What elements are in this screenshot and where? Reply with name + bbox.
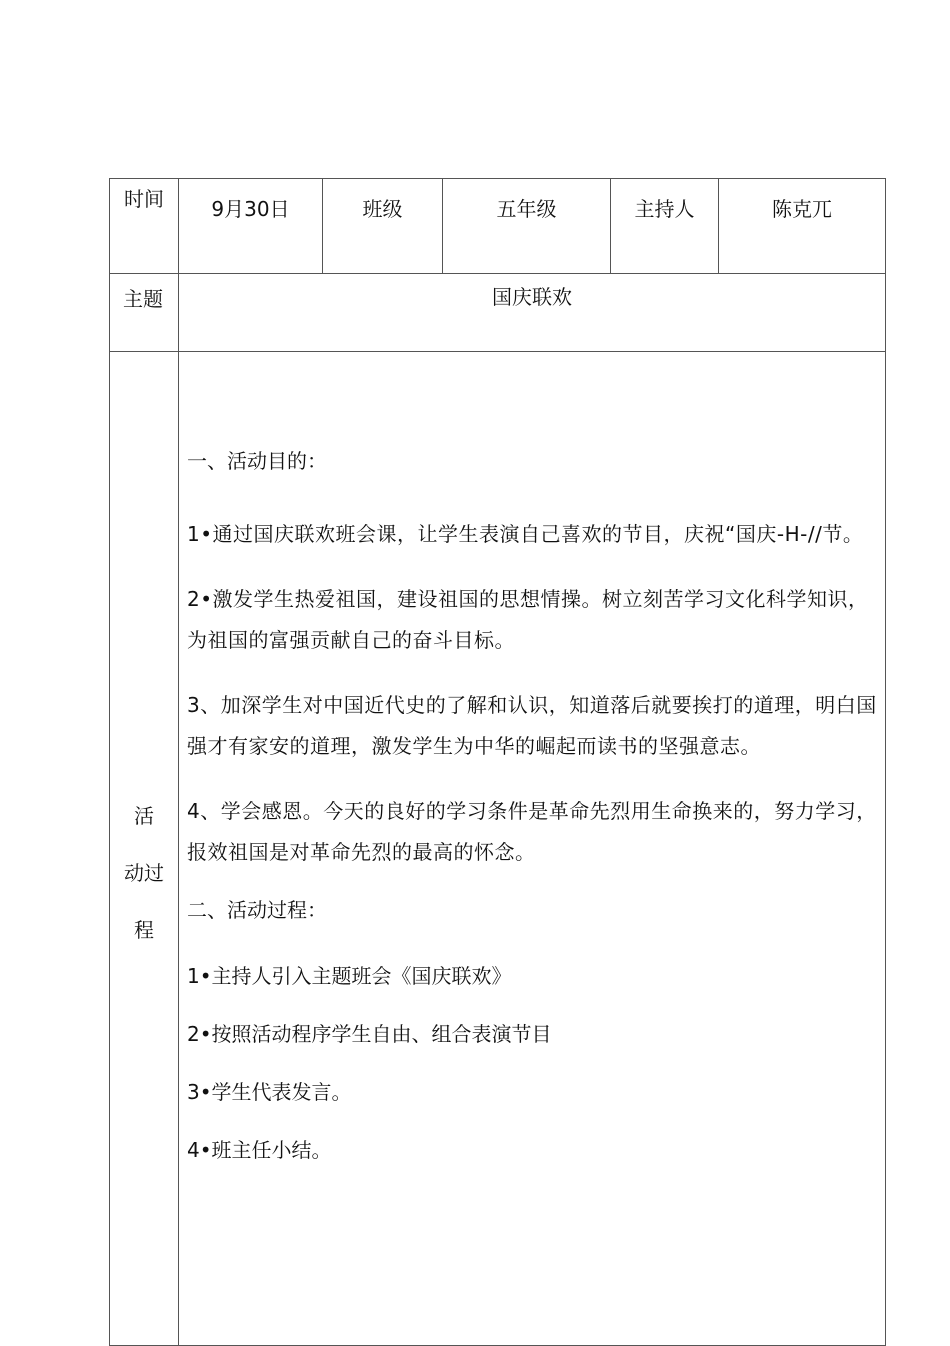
class-label: 班级: [323, 179, 443, 274]
theme-value: 国庆联欢: [179, 274, 886, 352]
goal-item: 3、加深学生对中国近代史的了解和认识，知道落后就要挨打的道理，明白国强才有家安的道理，激发学生为中华的崛起而读书的坚强意志。: [187, 693, 877, 758]
process-label-line: 动过: [124, 861, 164, 885]
section-title-goals: 一、活动目的：: [187, 449, 327, 473]
header-row: [110, 179, 886, 274]
process-step: 1•主持人引入主题班会《国庆联欢》: [187, 964, 512, 988]
host-label: 主持人: [611, 179, 719, 274]
host-value: 陈克兀: [719, 179, 886, 274]
process-row: [110, 352, 886, 1346]
process-content: [179, 352, 886, 1346]
date-value: 9月30日: [179, 179, 323, 274]
process-label: [110, 788, 178, 959]
goal-item: 4、学会感恩。今天的良好的学习条件是革命先烈用生命换来的，努力学习，报效祖国是对革命先烈的最高的怀念。: [187, 799, 877, 864]
process-step: 3•学生代表发言。: [187, 1080, 352, 1104]
section-title-process: 二、活动过程：: [187, 898, 327, 922]
goal-item: 2•激发学生热爱祖国，建设祖国的思想情操。树立刻苦学习文化科学知识，为祖国的富强贡献自己的奋斗目标。: [187, 587, 869, 652]
process-label-line: 活: [134, 804, 154, 828]
theme-row: [110, 274, 886, 352]
theme-label: 主题: [110, 274, 179, 352]
process-step: 4•班主任小结。: [187, 1138, 332, 1162]
process-step: 2•按照活动程序学生自由、组合表演节目: [187, 1022, 552, 1046]
process-label-line: 程: [134, 918, 154, 942]
activity-record-table: [109, 178, 886, 1346]
time-label: 时间: [110, 179, 179, 274]
goal-item: 1•通过国庆联欢班会课，让学生表演自己喜欢的节目，庆祝“国庆-H-//节。: [187, 522, 864, 546]
process-label-cell: [110, 352, 179, 1346]
class-value: 五年级: [443, 179, 611, 274]
